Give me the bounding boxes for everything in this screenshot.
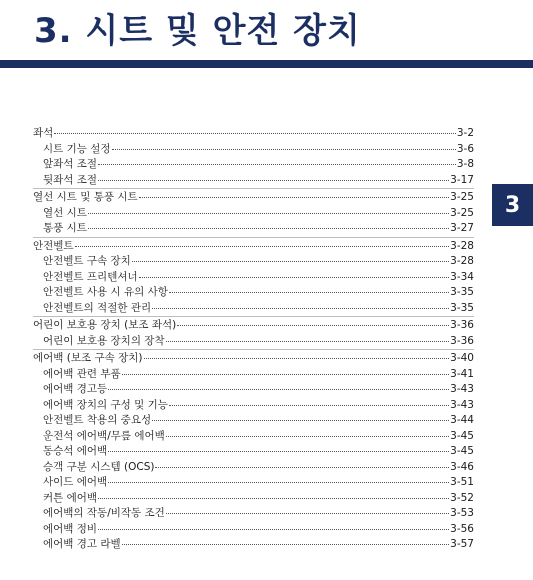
leader-dots — [108, 380, 449, 390]
chapter-tab-label: 3 — [504, 192, 521, 218]
toc-subentry-title: 뒷좌석 조절 — [43, 173, 98, 186]
toc-subentry-page: 3-57 — [450, 538, 474, 550]
leader-dots — [54, 124, 456, 134]
toc-section — [33, 237, 474, 317]
leader-dots — [108, 442, 449, 452]
leader-dots — [166, 427, 449, 437]
toc-entry-page: 3-40 — [450, 352, 474, 364]
toc-subentry[interactable] — [33, 173, 474, 189]
toc-subentry-title: 운전석 에어백/무릎 에어백 — [43, 429, 165, 442]
leader-dots — [98, 489, 449, 499]
toc-subentry-page: 3-45 — [450, 429, 474, 442]
toc-subentry[interactable] — [33, 221, 474, 237]
toc-entry-page: 3-2 — [456, 127, 474, 139]
leader-dots — [122, 535, 449, 545]
toc-subentry-title: 열선 시트 — [43, 206, 87, 219]
toc-subentry-page: 3-35 — [450, 286, 474, 298]
leader-dots — [169, 396, 449, 406]
chapter-tab[interactable] — [492, 184, 533, 226]
toc-subentry[interactable] — [33, 301, 474, 317]
toc-subentry-title: 에어백의 작동/비작동 조건 — [43, 507, 165, 519]
toc-entry-page: 3-25 — [450, 191, 474, 203]
toc-subentry-title: 동승석 에어백 — [43, 445, 108, 457]
leader-dots — [122, 365, 449, 375]
toc-subentry-title: 안전벨트 구속 장치 — [43, 255, 131, 267]
toc-subentry-page: 3-51 — [450, 476, 474, 488]
toc-subentry-page: 3-36 — [450, 334, 474, 347]
leader-dots — [139, 268, 450, 278]
table-of-contents — [33, 125, 474, 553]
toc-subentry-page: 3-46 — [450, 460, 474, 473]
toc-subentry-page: 3-28 — [450, 255, 474, 267]
chapter-title: 3. 시트 및 안전 장치 — [34, 11, 361, 51]
toc-subentry-title: 에어백 장치의 구성 및 기능 — [43, 398, 168, 411]
chapter-header — [0, 0, 533, 68]
toc-subentry-page: 3-44 — [450, 414, 474, 426]
toc-subentry-page: 3-8 — [456, 158, 474, 170]
leader-dots — [98, 520, 449, 530]
toc-subentry-page: 3-53 — [450, 507, 474, 519]
leader-dots — [98, 171, 449, 181]
toc-subentry-page: 3-6 — [456, 142, 474, 155]
toc-subentry[interactable] — [33, 537, 474, 553]
toc-subentry-page: 3-34 — [450, 270, 474, 283]
toc-subentry-page: 3-17 — [450, 173, 474, 186]
toc-subentry-title: 앞좌석 조절 — [43, 158, 98, 170]
toc-subentry-title: 통풍 시트 — [43, 222, 87, 234]
toc-subentry-page: 3-25 — [450, 206, 474, 219]
leader-dots — [108, 473, 449, 483]
toc-subentry-title: 에어백 경고 라벨 — [43, 538, 121, 550]
title-rule — [0, 60, 533, 68]
leader-dots — [152, 411, 449, 421]
toc-subentry-title: 어린이 보호용 장치의 장착 — [43, 334, 165, 347]
leader-dots — [152, 299, 449, 309]
leader-dots — [75, 237, 450, 247]
toc-subentry-title: 승객 구분 시스템 (OCS) — [43, 460, 155, 473]
toc-section — [33, 349, 474, 553]
toc-entry-page: 3-36 — [450, 319, 474, 331]
leader-dots — [166, 332, 450, 342]
toc-subentry-title: 시트 기능 설정 — [43, 142, 111, 155]
leader-dots — [166, 504, 449, 514]
leader-dots — [88, 219, 449, 229]
toc-subentry-page: 3-45 — [450, 445, 474, 457]
toc-subentry-title: 안전벨트 사용 시 유의 사항 — [43, 286, 168, 298]
leader-dots — [155, 458, 449, 468]
toc-subentry-title: 커튼 에어백 — [43, 491, 98, 504]
leader-dots — [132, 252, 449, 262]
toc-subentry-title: 에어백 정비 — [43, 522, 98, 535]
toc-entry-title: 좌석 — [33, 127, 54, 139]
toc-subentry-page: 3-43 — [450, 398, 474, 411]
toc-subentry-title: 안전벨트 착용의 중요성 — [43, 414, 152, 426]
toc-section — [33, 188, 474, 237]
toc-subentry-page: 3-41 — [450, 367, 474, 380]
toc-subentry-page: 3-43 — [450, 383, 474, 395]
toc-subentry-title: 안전벨트의 적절한 관리 — [43, 301, 152, 314]
toc-entry-title: 열선 시트 및 통풍 시트 — [33, 191, 138, 203]
toc-section — [33, 316, 474, 349]
toc-subentry-page: 3-52 — [450, 491, 474, 504]
leader-dots — [144, 349, 450, 359]
toc-entry-title: 어린이 보호용 장치 (보조 좌석) — [33, 319, 177, 331]
leader-dots — [169, 283, 449, 293]
toc-entry-page: 3-28 — [450, 239, 474, 252]
leader-dots — [177, 316, 449, 326]
leader-dots — [98, 155, 456, 165]
toc-subentry-page: 3-35 — [450, 301, 474, 314]
leader-dots — [112, 140, 456, 150]
toc-subentry-page: 3-27 — [450, 222, 474, 234]
toc-subentry-page: 3-56 — [450, 522, 474, 535]
toc-subentry-title: 에어백 경고등 — [43, 383, 108, 395]
toc-subentry-title: 사이드 에어백 — [43, 476, 108, 488]
leader-dots — [88, 204, 449, 214]
toc-section — [33, 125, 474, 188]
leader-dots — [139, 188, 450, 198]
toc-entry-title: 안전벨트 — [33, 239, 74, 252]
toc-subentry-title: 에어백 관련 부품 — [43, 367, 121, 380]
toc-subentry[interactable] — [33, 334, 474, 350]
toc-entry-title: 에어백 (보조 구속 장치) — [33, 352, 143, 364]
toc-subentry-title: 안전벨트 프리텐셔너 — [43, 270, 138, 283]
